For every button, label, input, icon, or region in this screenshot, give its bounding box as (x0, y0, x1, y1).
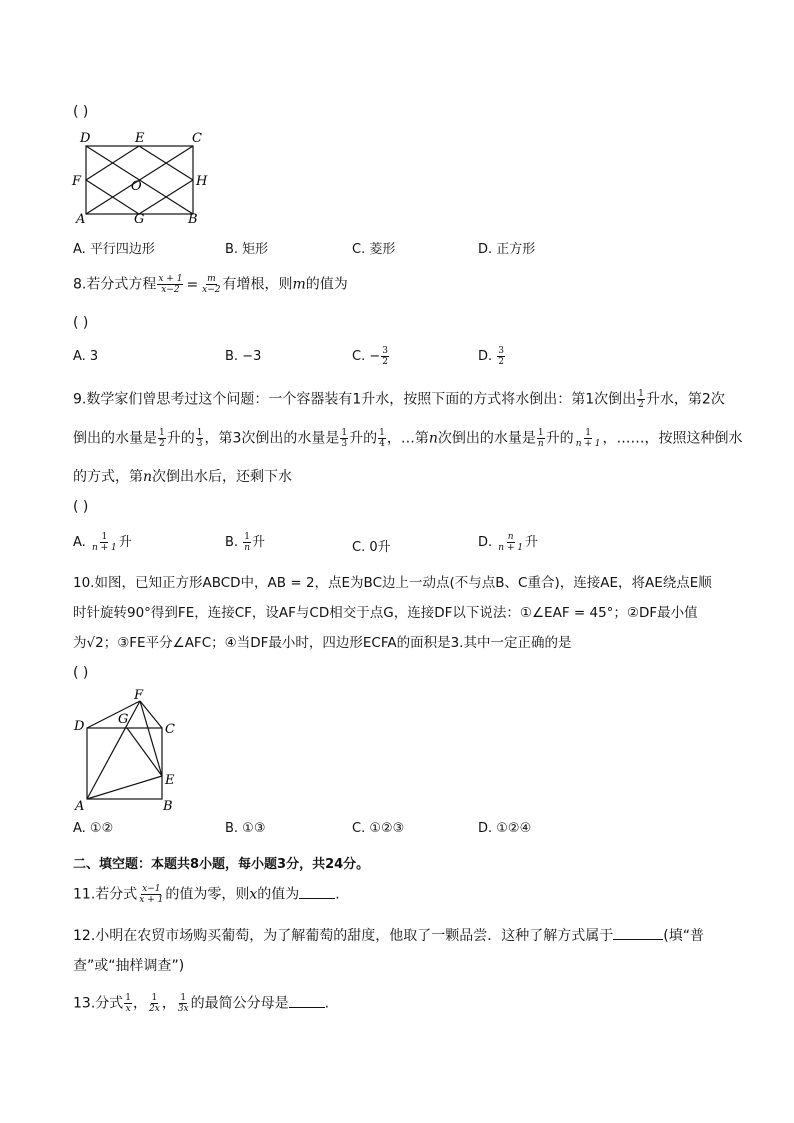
q8-option-c-frac (381, 346, 389, 367)
q9-l2-frac2-num: 1 (196, 428, 203, 438)
q13-sep1: ， (133, 995, 147, 1012)
q9-option-b-suffix: 升 (251, 535, 265, 550)
q9-stem-line3 (73, 467, 292, 487)
q13-prefix: 13.分式 (73, 995, 124, 1012)
q10-answer-paren: ( ) (73, 665, 89, 681)
q10-line-af (87, 701, 140, 799)
q7-option-a[interactable]: A. 平行四边形 (73, 242, 155, 257)
q8-option-c-prefix: C. − (352, 349, 381, 364)
q9-l2-frac4-den: 4 (379, 439, 385, 449)
q9-option-b-den: n (244, 543, 250, 553)
q12-answer-blank[interactable] (613, 939, 663, 940)
q10-option-b[interactable]: B. ①③ (225, 821, 266, 836)
q10-stem-line1: 10.如图，已知正方形ABCD中，AB = 2，点E为BC边上一动点(不与点B、C重合)，连接AE，将AE绕点E顺 (73, 575, 712, 591)
q9-l2-frac4-num: 1 (379, 428, 385, 438)
q12-stem-line2: 查”或“抽样调查”) (73, 958, 185, 974)
q10-label-g: G (118, 712, 129, 727)
q8-option-c-num: 3 (382, 346, 388, 356)
q13-answer-blank[interactable] (289, 1007, 325, 1008)
q10-label-a: A (75, 799, 85, 814)
q9-option-d-prefix: D. (478, 535, 497, 550)
q8-frac2-num: m (207, 274, 216, 284)
q9-option-a-suffix: 升 (118, 535, 132, 550)
q9-l2-frac1-num: 1 (159, 428, 165, 438)
q11-answer-blank[interactable] (299, 898, 335, 899)
q9-l2-h: ，……，按照这种倒水 (602, 430, 743, 447)
q9-l2-frac5-num: 1 (537, 428, 544, 438)
q13-frac1-num: 1 (125, 993, 131, 1003)
q8-prefix: 8.若分式方程 (73, 276, 157, 293)
q13-sep2: ， (161, 995, 176, 1012)
q13-frac3-den: 3x (177, 1004, 189, 1014)
q9-l2-d: 升的 (349, 430, 378, 447)
q9-option-d-num: n (507, 532, 514, 542)
q9-option-d-suffix: 升 (525, 535, 539, 550)
q13-frac1-den: x (125, 1004, 131, 1014)
q8-suffix2: 的值为 (305, 276, 348, 293)
q8-var-m: m (292, 276, 306, 293)
q9-l2-e: ，…第 (386, 430, 429, 447)
q13-stem (73, 993, 329, 1014)
q9-option-a-prefix: A. (73, 535, 90, 550)
q9-l3-a: 的方式，第 (73, 469, 143, 485)
q13-frac1 (124, 993, 132, 1014)
q9-l3-b: 次倒出水后，还剩下水 (152, 469, 293, 485)
q7-label-o: O (131, 179, 142, 194)
q7-rectangle-figure (70, 128, 220, 228)
q8-answer-paren: ( ) (73, 315, 89, 331)
q13-frac3-num: 1 (180, 993, 187, 1003)
q9-l2-frac5 (537, 428, 545, 449)
q10-square-figure (70, 688, 190, 816)
q9-option-b-num: 1 (244, 532, 250, 542)
q7-label-d: D (80, 131, 91, 146)
q9-l1-frac (637, 389, 645, 410)
q11-var-x: x (249, 886, 258, 903)
q8-option-c-den: 2 (382, 357, 388, 367)
q13-frac2-num: 1 (151, 993, 158, 1003)
q12-stem-line1 (73, 926, 704, 946)
q10-stem-line3: 为√2；③FE平分∠AFC；④当DF最小时，四边形ECFA的面积是3.其中一定正确的是 (73, 635, 572, 651)
q8-frac2-den: x−2 (202, 285, 221, 295)
q10-label-f: F (134, 688, 144, 703)
q9-l2-a: 倒出的水量是 (73, 430, 157, 447)
q13-suffix: 的最简公分母是 (190, 995, 289, 1012)
q8-frac2 (201, 274, 221, 295)
q9-l2-frac1 (158, 428, 166, 449)
q13-frac2 (148, 993, 161, 1014)
q7-label-f: F (72, 174, 82, 189)
q10-stem-line2: 时针旋转90°得到FE，连接CF，设AF与CD相交于点G，连接DF以下说法：①∠EAF = 45°；②DF最小值 (73, 605, 698, 621)
q11-mid: 的值为零，则 (165, 886, 250, 903)
q9-l2-var-n: n (428, 430, 438, 447)
q8-equals: = (186, 276, 199, 293)
q10-option-a[interactable]: A. ①② (73, 821, 114, 836)
q9-l2-frac5-den: n (537, 439, 544, 449)
q9-option-d[interactable] (478, 531, 538, 553)
q9-option-a-den: n + 1 (91, 543, 117, 553)
q9-l2-b: 升的 (166, 430, 195, 447)
q11-frac-den: x + 1 (139, 895, 164, 905)
q9-l2-frac1-den: 2 (159, 439, 165, 449)
q12-l1-end: (填“普 (663, 928, 704, 944)
q11-suffix: 的值为 (257, 886, 300, 903)
q8-suffix1: 有增根，则 (222, 276, 293, 293)
q10-option-d[interactable]: D. ①②④ (478, 821, 532, 836)
q10-label-e: E (165, 773, 175, 788)
q7-label-b: B (188, 212, 198, 227)
q13-end: . (324, 995, 330, 1012)
q8-option-b[interactable]: B. −3 (225, 349, 262, 364)
q8-option-d-prefix: D. (478, 349, 497, 364)
q7-label-g: G (134, 212, 145, 227)
q8-option-a[interactable]: A. 3 (73, 349, 99, 364)
q9-option-a-num: 1 (101, 532, 108, 542)
q8-option-d-num: 3 (498, 346, 505, 356)
q10-label-d: D (74, 719, 85, 734)
q9-l2-frac2 (196, 428, 204, 449)
q11-frac (138, 884, 164, 905)
q8-option-c[interactable] (352, 346, 390, 367)
q9-l2-c: ，第3次倒出的水量是 (204, 430, 340, 447)
q8-frac1 (157, 274, 183, 295)
q7-answer-paren: ( ) (73, 104, 89, 120)
q10-label-b: B (163, 799, 173, 814)
q9-answer-paren: ( ) (73, 499, 89, 515)
q9-l2-frac6-den: n + 1 (575, 439, 601, 449)
q10-option-c[interactable]: C. ①②③ (352, 821, 405, 836)
q11-stem (73, 884, 340, 905)
q11-prefix: 11.若分式 (73, 886, 138, 903)
q9-option-b-frac (243, 532, 251, 553)
q8-option-d[interactable] (478, 346, 506, 367)
q9-l2-g: 升的 (545, 430, 574, 447)
q7-label-a: A (76, 212, 86, 227)
q9-l1-text: 9.数学家们曾思考过这个问题：一个容器装有1升水，按照下面的方式将水倒出：第1次倒出 (73, 391, 637, 408)
q8-option-d-den: 2 (498, 357, 505, 367)
q9-stem-line2 (73, 428, 742, 449)
q11-frac-num: x−1 (142, 884, 161, 894)
q13-frac3 (177, 993, 190, 1014)
q9-option-b-prefix: B. (225, 535, 243, 550)
q9-l2-frac2-den: 3 (196, 439, 203, 449)
q9-l1-tail: 升水，第2次 (645, 391, 725, 408)
q9-l2-f: 次倒出的水量是 (437, 430, 536, 447)
q7-label-e: E (135, 131, 145, 146)
q9-option-c[interactable]: C. 0升 (352, 540, 391, 555)
q8-option-d-frac (497, 346, 505, 367)
q10-line-fc (140, 701, 162, 728)
q7-option-c[interactable]: C. 菱形 (352, 242, 396, 257)
q9-option-a[interactable] (73, 531, 132, 553)
q9-option-d-frac (497, 532, 524, 553)
section-heading-fill-blank: 二、填空题：本题共8小题，每小题3分，共24分。 (73, 857, 370, 872)
q9-option-d-den: n + 1 (498, 543, 524, 553)
q9-l2-frac3-num: 1 (341, 428, 348, 438)
q9-stem-line1 (73, 389, 725, 410)
q7-option-d[interactable]: D. 正方形 (478, 242, 536, 257)
q7-option-b[interactable]: B. 矩形 (225, 242, 269, 257)
q10-line-ge (127, 728, 162, 776)
q9-l2-frac3-den: 3 (341, 439, 348, 449)
q9-l1-frac-den: 2 (638, 400, 644, 410)
q9-l1-frac-num: 1 (638, 389, 644, 399)
q9-l3-var-n: n (143, 469, 153, 485)
q8-frac1-num: x + 1 (158, 274, 183, 284)
q11-end: . (335, 886, 340, 903)
q10-label-c: C (165, 722, 175, 737)
q8-frac1-den: x−2 (161, 285, 180, 295)
q12-l1-text: 12.小明在农贸市场购买葡萄，为了解葡萄的甜度，他取了一颗品尝．这种了解方式属于 (73, 928, 614, 944)
q7-label-c: C (192, 131, 202, 146)
q9-option-a-frac (91, 532, 118, 553)
q10-line-ef (140, 701, 162, 776)
q8-stem (73, 274, 348, 295)
q13-frac2-den: 2x (149, 1004, 160, 1014)
q9-l2-frac6-num: 1 (585, 428, 591, 438)
q9-l2-frac4 (378, 428, 386, 449)
q7-label-h: H (196, 174, 208, 189)
q9-option-b[interactable] (225, 531, 265, 553)
q9-l2-frac3 (340, 428, 348, 449)
q9-l2-frac6 (575, 428, 602, 449)
